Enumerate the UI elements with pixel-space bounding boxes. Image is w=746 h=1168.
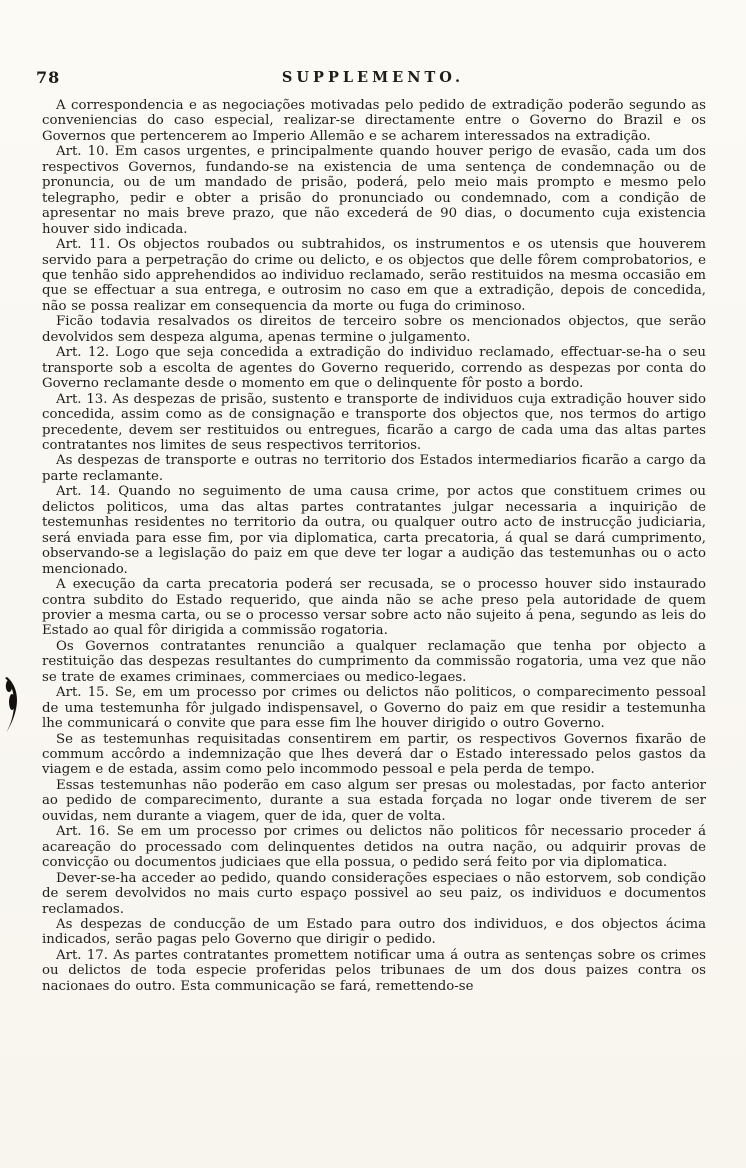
- text-column: [0, 98, 746, 994]
- article-10-paragraph: Art. 10. Em casos urgentes, e principalmente quando houver perigo de evasão, cada um dos respectivos Governos, fundando-se na existencia de uma sentença de condemnação ou de pronuncia, ou de um mandado de prisão, poderá, pelo meio mais prompto e mesmo pelo telegrapho, pedir e obter a prisão do pronunciado ou condemnado, com a condição de apresentar no mais breve prazo, que não excederá de 90 dias, o documento cuja existencia houver sido indicada.: [42, 144, 706, 237]
- page-number: 78: [36, 68, 61, 87]
- article-14-paragraph: Art. 14. Quando no seguimento de uma causa crime, por actos que constituem crimes ou delictos politicos, uma das altas partes contratantes julgar necessaria a inquirição de testemunhas residentes no territorio da outra, ou qualquer outro acto de instrucção judiciaria, será enviada para esse fim, por via diplomatica, carta precatoria, á qual se dará cumprimento, observando-se a legislação do paiz em que deve ter logar a audição das testemunhas ou o acto mencionado.: [42, 484, 706, 577]
- article-13-continuation-paragraph: As despezas de transporte e outras no territorio dos Estados intermediarios ficarão a cargo da parte reclamante.: [42, 453, 706, 484]
- article-11-paragraph: Art. 11. Os objectos roubados ou subtrahidos, os instrumentos e os utensis que houverem servido para a perpetração do crime ou delicto, e os objectos que delle fôrem comprobatorios, e que tenhão sido apprehendidos ao individuo reclamado, serão restituidos na mesma occasião em que se effectuar a sua entrega, e outrosim no caso em que a extradição, depois de concedida, não se possa realizar em consequencia da morte ou fuga do criminoso.: [42, 237, 706, 314]
- article-16-paragraph: Art. 16. Se em um processo por crimes ou delictos não politicos fôr necessario proceder á acareação do processado com delinquentes detidos na outra nação, ou adquirir provas de convicção ou documentos judiciaes que ella possua, o pedido será feito por via diplomatica.: [42, 824, 706, 871]
- intro-paragraph: A correspondencia e as negociações motivadas pelo pedido de extradição poderão segundo as conveniencias do caso especial, realizar-se directamente entre o Governo do Brazil e os Governos que pertencerem ao Imperio Allemão e se acharem interessados na extradição.: [42, 98, 706, 144]
- article-15-second-continuation-paragraph: Essas testemunhas não poderão em caso algum ser presas ou molestadas, por facto anterior ao pedido de comparecimento, durante a sua estada forçada no logar onde tiverem de ser ouvidas, nem durante a viagem, quer de ida, quer de volta.: [42, 777, 706, 824]
- page-header-title: SUPPLEMENTO.: [281, 69, 465, 86]
- article-13-paragraph: Art. 13. As despezas de prisão, sustento e transporte de individuos cuja extradição houver sido concedida, assim como as de consignação e transporte dos objectos que, nos termos do artigo precedente, devem ser restituidos ou entregues, ficarão a cargo de cada uma das altas partes contratantes nos limites de seus respectivos territorios.: [42, 391, 706, 453]
- article-14-continuation-paragraph: A execução da carta precatoria poderá ser recusada, se o processo houver sido instaurado contra subdito do Estado requerido, que ainda não se ache preso pela autoridade de quem provier a mesma carta, ou se o processo versar sobre acto não sujeito á pena, segundo as leis do Estado ao qual fôr dirigida a commissão rogatoria.: [42, 577, 706, 639]
- article-16-second-continuation-paragraph: As despezas de conducção de um Estado para outro dos individuos, e dos objectos ácima indicados, serão pagas pelo Governo que dirigir o pedido.: [42, 917, 706, 948]
- article-14-second-continuation-paragraph: Os Governos contratantes renuncião a qualquer reclamação que tenha por objecto a restituição das despezas resultantes do cumprimento da commissão rogatoria, uma vez que não se trate de exames criminaes, commerciaes ou medico-legaes.: [42, 638, 706, 685]
- article-16-continuation-paragraph: Dever-se-ha acceder ao pedido, quando considerações especiaes o não estorvem, sob condição de serem devolvidos no mais curto espaço possivel ao seu paiz, os individuos e documentos reclamados.: [42, 870, 706, 917]
- page-header: [0, 68, 746, 92]
- article-17-paragraph: Art. 17. As partes contratantes promettem notificar uma á outra as sentenças sobre os crimes ou delictos de toda especie proferidas pelos tribunaes de um dos dous paizes contra os nacionaes do outro. Esta communicação se fará, remettendo-se: [42, 947, 706, 994]
- article-15-paragraph: Art. 15. Se, em um processo por crimes ou delictos não politicos, o comparecimento pessoal de uma testemunha fôr julgado indispensavel, o Governo do paiz em que residir a testemunha lhe communicará o convite que para esse fim lhe houver dirigido o outro Governo.: [42, 685, 706, 732]
- article-15-continuation-paragraph: Se as testemunhas requisitadas consentirem em partir, os respectivos Governos fixarão de commum accôrdo a indemnização que lhes deverá dar o Estado interessado pelos gastos da viagem e de estada, assim como pelo incommodo pessoal e pela perda de tempo.: [42, 731, 706, 778]
- article-12-paragraph: Art. 12. Logo que seja concedida a extradição do individuo reclamado, effectuar-se-ha o seu transporte sob a escolta de agentes do Governo requerido, correndo as despezas por conta do Governo reclamante desde o momento em que o delinquente fôr posto a bordo.: [42, 345, 706, 392]
- article-11-continuation-paragraph: Ficão todavia resalvados os direitos de terceiro sobre os mencionados objectos, que serão devolvidos sem despeza alguma, apenas termine o julgamento.: [42, 314, 706, 345]
